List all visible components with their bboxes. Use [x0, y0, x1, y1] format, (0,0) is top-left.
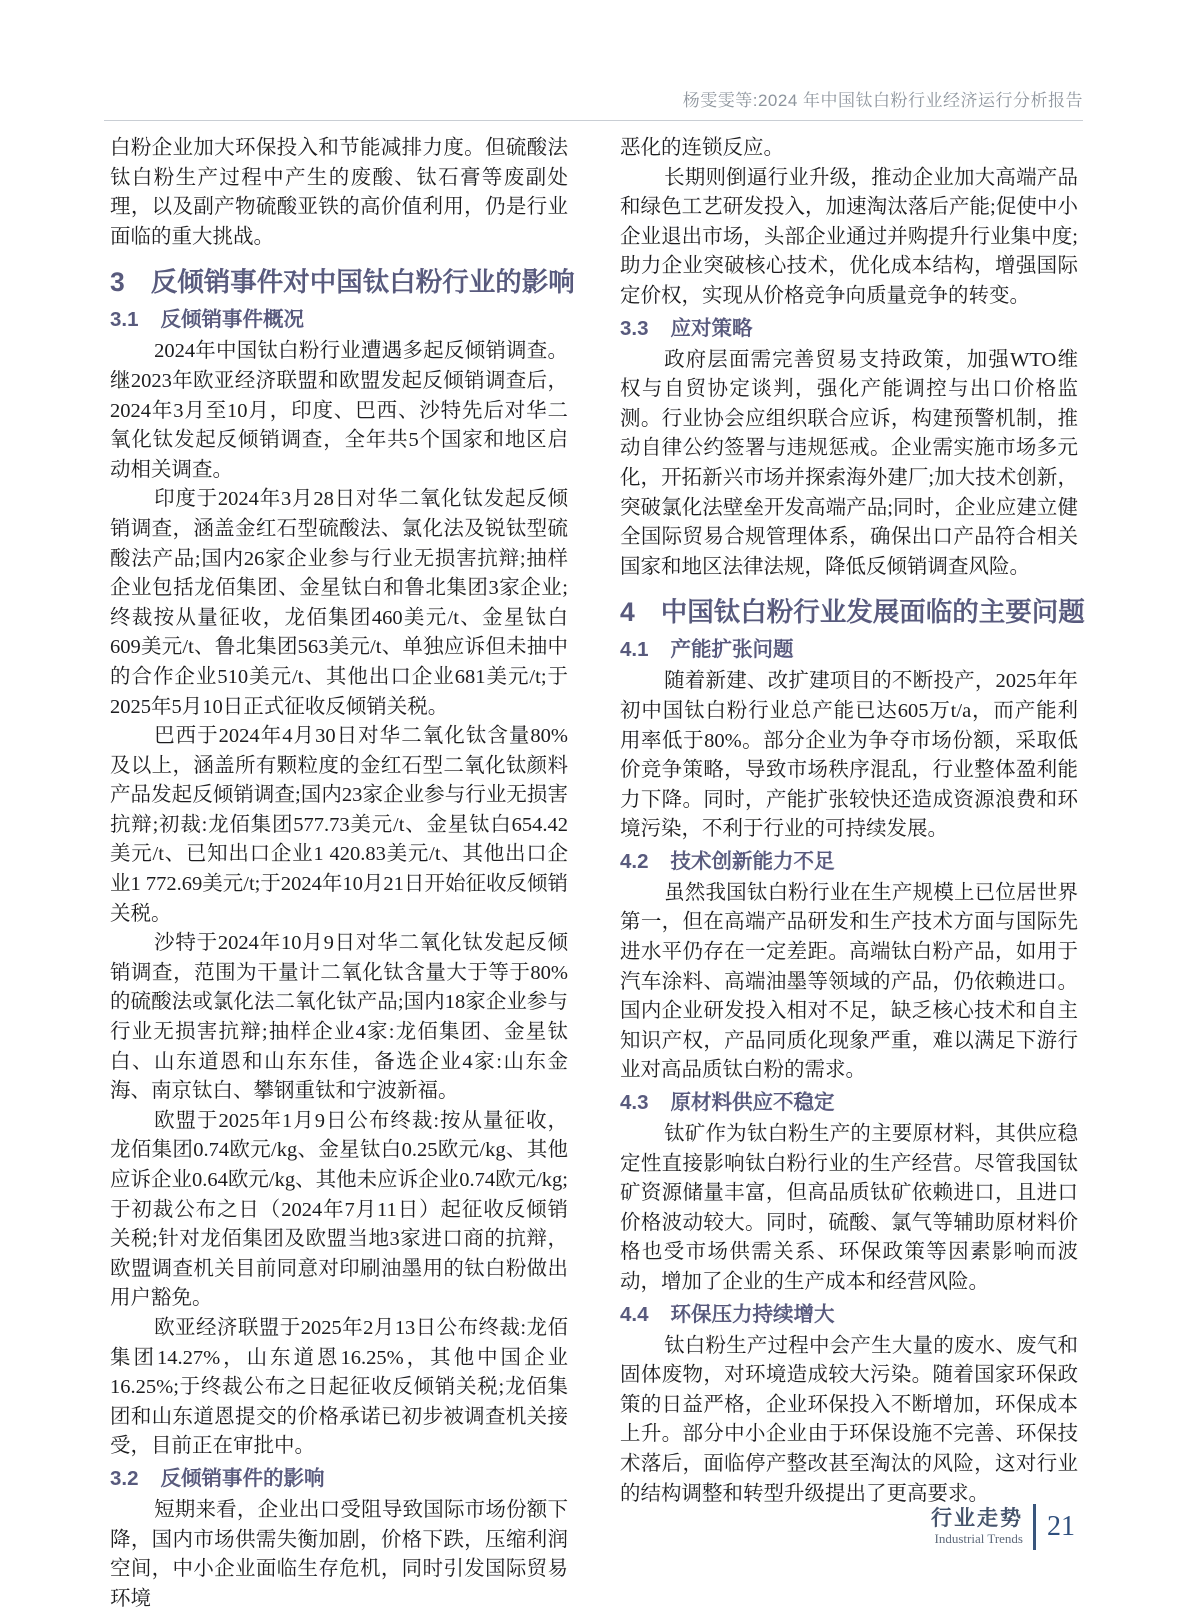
running-title: 杨雯雯等:2024 年中国钛白粉行业经济运行分析报告	[682, 91, 1083, 110]
heading-number: 3.3	[620, 316, 649, 340]
page-footer	[931, 1504, 1075, 1550]
subsection-heading	[620, 848, 1078, 876]
paragraph: 钛白粉生产过程中会产生大量的废水、废气和固体废物，对环境造成较大污染。随着国家环保政策的日益严格，企业环保投入不断增加，环保成本上升。部分中小企业由于环保设施不完善、环保技术落后，面临停产整改甚至淘汰的风险，这对行业的结构调整和转型升级提出了更高要求。	[620, 1334, 1078, 1505]
page-number: 21	[1047, 1511, 1075, 1542]
heading-title: 中国钛白粉行业发展面临的主要问题	[660, 597, 1085, 628]
page-header	[104, 86, 1083, 121]
paragraph: 2024年中国钛白粉行业遭遇多起反倾销调查。继2023年欧亚经济联盟和欧盟发起反倾销调查后，2024年3月至10月，印度、巴西、沙特先后对华二氧化钛发起反倾销调查，全年共5个国家和地区启动相关调查。	[110, 340, 568, 481]
subsection-heading	[620, 315, 1078, 343]
heading-title: 环保压力持续增大	[670, 1302, 835, 1326]
left-column	[110, 134, 575, 1614]
right-column	[620, 134, 1085, 1614]
heading-number: 4.4	[620, 1302, 649, 1326]
paragraph: 短期来看，企业出口受阻导致国际市场份额下降，国内市场供需失衡加剧，价格下跌，压缩利润空间，中小企业面临生存危机，同时引发国际贸易环境	[110, 1498, 568, 1610]
paragraph: 欧亚经济联盟于2025年2月13日公布终裁:龙佰集团14.27%，山东道恩16.25%，其他中国企业16.25%;于终裁公布之日起征收反倾销关税;龙佰集团和山东道恩提交的价格承诺已初步被调查机关接受，目前正在审批中。	[110, 1316, 568, 1458]
article-body	[110, 134, 1085, 1614]
subsection-heading	[620, 1301, 1078, 1329]
paragraph: 印度于2024年3月28日对华二氧化钛发起反倾销调查，涵盖金红石型硫酸法、氯化法及锐钛型硫酸法产品;国内26家企业参与行业无损害抗辩;抽样企业包括龙佰集团、金星钛白和鲁北集团3家企业;终裁按从量征收，龙佰集团460美元/t、金星钛白609美元/t、鲁北集团563美元/t、单独应诉但未抽中的合作企业510美元/t、其他出口企业681美元/t;于2025年5月10日正式征收反倾销关税。	[110, 488, 568, 718]
paragraph: 白粉企业加大环保投入和节能减排力度。但硫酸法钛白粉生产过程中产生的废酸、钛石膏等废副处理，以及副产物硫酸亚铁的高价值利用，仍是行业面临的重大挑战。	[110, 137, 568, 248]
paragraph: 虽然我国钛白粉行业在生产规模上已位居世界第一，但在高端产品研发和生产技术方面与国际先进水平仍存在一定差距。高端钛白粉产品，如用于汽车涂料、高端油墨等领域的产品，仍依赖进口。国内企业研发投入相对不足，缺乏核心技术和自主知识产权，产品同质化现象严重，难以满足下游行业对高品质钛白粉的需求。	[620, 881, 1078, 1082]
heading-number: 4.3	[620, 1091, 649, 1115]
footer-divider	[1033, 1504, 1036, 1550]
footer-section-label	[931, 1507, 1023, 1546]
heading-title: 技术创新能力不足	[670, 849, 835, 873]
paragraph: 欧盟于2025年1月9日公布终裁:按从量征收，龙佰集团0.74欧元/kg、金星钛白0.25欧元/kg、其他应诉企业0.64欧元/kg、其他未应诉企业0.74欧元/kg;于初裁公布之日（2024年7月11日）起征收反倾销关税;针对龙佰集团及欧盟当地3家进口商的抗辩，欧盟调查机关目前同意对印刷油墨用的钛白粉做出用户豁免。	[110, 1109, 568, 1310]
heading-title: 反倾销事件对中国钛白粉行业的影响	[150, 267, 575, 298]
subsection-heading	[110, 306, 568, 334]
paragraph: 巴西于2024年4月30日对华二氧化钛含量80%及以上，涵盖所有颗粒度的金红石型二氧化钛颜料产品发起反倾销调查;国内23家企业参与行业无损害抗辩;初裁:龙佰集团577.73美元/t、金星钛白654.42美元/t、已知出口企业1 420.83美元/t、其他出口企业1 772.69美元/t;于2024年10月21日开始征收反倾销关税。	[110, 725, 568, 925]
footer-section-en: Industrial Trends	[934, 1531, 1023, 1547]
heading-title: 反倾销事件概况	[160, 308, 304, 332]
heading-number: 3	[110, 267, 125, 298]
heading-number: 3.2	[110, 1466, 139, 1490]
heading-title: 原材料供应不稳定	[670, 1091, 835, 1115]
section-heading	[110, 265, 575, 299]
paragraph: 沙特于2024年10月9日对华二氧化钛发起反倾销调查，范围为干量计二氧化钛含量大于等于80%的硫酸法或氯化法二氧化钛产品;国内18家企业参与行业无损害抗辩;抽样企业4家:龙佰集团、金星钛白、山东道恩和山东东佳，备选企业4家:山东金海、南京钛白、攀钢重钛和宁波新福。	[110, 932, 568, 1103]
heading-title: 产能扩张问题	[670, 638, 794, 662]
heading-title: 反倾销事件的影响	[160, 1466, 325, 1490]
paragraph: 长期则倒逼行业升级，推动企业加大高端产品和绿色工艺研发投入，加速淘汰落后产能;促使中小企业退出市场，头部企业通过并购提升行业集中度;助力企业突破核心技术，优化成本结构，增强国际定价权，实现从价格竞争向质量竞争的转变。	[620, 166, 1078, 307]
footer-section-cn: 行业走势	[931, 1507, 1023, 1531]
heading-number: 3.1	[110, 308, 139, 332]
heading-title: 应对策略	[670, 316, 753, 340]
subsection-heading	[620, 1089, 1078, 1117]
heading-number: 4.1	[620, 638, 649, 662]
paragraph: 钛矿作为钛白粉生产的主要原材料，其供应稳定性直接影响钛白粉行业的生产经营。尽管我国钛矿资源储量丰富，但高品质钛矿依赖进口，且进口价格波动较大。同时，硫酸、氯气等辅助原材料价格也受市场供需关系、环保政策等因素影响而波动，增加了企业的生产成本和经营风险。	[620, 1123, 1078, 1293]
heading-number: 4	[620, 597, 635, 628]
paragraph: 随着新建、改扩建项目的不断投产，2025年年初中国钛白粉行业总产能已达605万t/a，而产能利用率低于80%。部分企业为争夺市场份额，采取低价竞争策略，导致市场秩序混乱，行业整体盈利能力下降。同时，产能扩张较快还造成资源浪费和环境污染，不利于行业的可持续发展。	[620, 670, 1078, 841]
section-heading	[620, 595, 1085, 629]
paragraph: 政府层面需完善贸易支持政策，加强WTO维权与自贸协定谈判，强化产能调控与出口价格监测。行业协会应组织联合应诉，构建预警机制，推动自律公约签署与违规惩戒。企业需实施市场多元化，开拓新兴市场并探索海外建厂;加大技术创新，突破氯化法壁垒开发高端产品;同时，企业应建立健全国际贸易合规管理体系，确保出口产品符合相关国家和地区法律法规，降低反倾销调查风险。	[620, 348, 1078, 578]
subsection-heading	[620, 636, 1078, 664]
subsection-heading	[110, 1465, 568, 1493]
heading-number: 4.2	[620, 849, 649, 873]
paragraph: 恶化的连锁反应。	[620, 137, 784, 159]
